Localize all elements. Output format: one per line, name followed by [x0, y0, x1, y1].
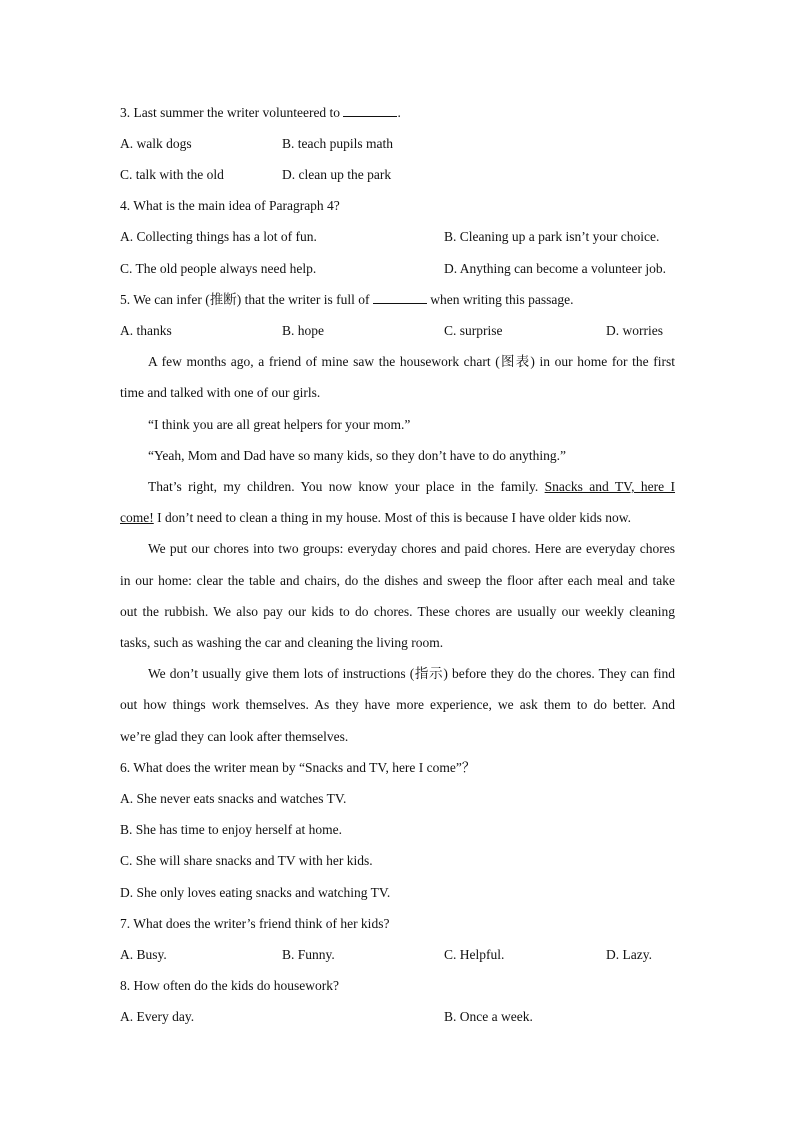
question-8-stem: 8. How often do the kids do housework?	[120, 978, 339, 993]
answer-blank	[343, 104, 397, 117]
option-a: A. Every day.	[120, 1009, 195, 1024]
option-a: A. Busy.	[120, 947, 167, 962]
passage-paragraph-3: “Yeah, Mom and Dad have so many kids, so they don’t have to do anything.”	[148, 448, 566, 463]
passage-paragraph-2: “I think you are all great helpers for your mom.”	[148, 417, 411, 432]
passage-paragraph-5-line-2: in our home: clear the table and chairs, do the dishes and sweep the floor after each meal and take	[120, 573, 675, 588]
question-6-option-a: A. She never eats snacks and watches TV.	[120, 791, 347, 806]
option-d: D. Lazy.	[606, 947, 652, 962]
answer-blank	[373, 291, 427, 304]
question-text-end: .	[397, 105, 401, 120]
question-text: 5. We can infer (推断) that the writer is full of	[120, 292, 370, 307]
passage-paragraph-4-line-2	[120, 509, 675, 527]
option-b: B. Once a week.	[444, 1009, 533, 1024]
option-c: C. The old people always need help.	[120, 261, 317, 276]
option-c: C. surprise	[444, 323, 503, 338]
passage-paragraph-5-line-1: We put our chores into two groups: everyday chores and paid chores. Here are everyday chores	[148, 541, 675, 556]
option-b: B. Cleaning up a park isn’t your choice.	[444, 229, 660, 244]
passage-paragraph-5-line-4: tasks, such as washing the car and cleaning the living room.	[120, 635, 444, 650]
option-c: C. Helpful.	[444, 947, 505, 962]
question-4-stem: 4. What is the main idea of Paragraph 4?	[120, 198, 340, 213]
underlined-phrase: come!	[120, 510, 154, 525]
question-5-stem	[120, 291, 675, 309]
passage-paragraph-1-line-2: time and talked with one of our girls.	[120, 385, 321, 400]
question-text: 3. Last summer the writer volunteered to	[120, 105, 341, 120]
question-6-option-b: B. She has time to enjoy herself at home.	[120, 822, 342, 837]
passage-paragraph-1-line-1: A few months ago, a friend of mine saw the housework chart (图表) in our home for the first	[148, 354, 675, 369]
question-6-option-d: D. She only loves eating snacks and watching TV.	[120, 885, 391, 900]
option-b: B. hope	[282, 323, 324, 338]
passage-paragraph-5-line-3: out the rubbish. We also pay our kids to do chores. These chores are usually our weekly cleaning	[120, 604, 675, 619]
passage-paragraph-4-line-1	[120, 478, 675, 496]
passage-text: I don’t need to clean a thing in my house. Most of this is because I have older kids now.	[153, 510, 632, 525]
passage-text: That’s right, my children. You now know your place in the family.	[148, 479, 539, 494]
question-6-option-c: C. She will share snacks and TV with her kids.	[120, 853, 373, 868]
passage-paragraph-6-line-1: We don’t usually give them lots of instructions (指示) before they do the chores. They can find	[148, 666, 675, 681]
question-7-stem: 7. What does the writer’s friend think of her kids?	[120, 916, 390, 931]
question-3-stem	[120, 104, 675, 122]
option-d: D. worries	[606, 323, 663, 338]
option-a: A. thanks	[120, 323, 172, 338]
option-b: B. Funny.	[282, 947, 335, 962]
question-text-end: when writing this passage.	[430, 292, 574, 307]
option-c: C. talk with the old	[120, 167, 224, 182]
passage-paragraph-6-line-2: out how things work themselves. As they have more experience, we ask them to do better. And	[120, 697, 675, 712]
option-a: A. Collecting things has a lot of fun.	[120, 229, 317, 244]
option-d: D. clean up the park	[282, 167, 392, 182]
passage-paragraph-6-line-3: we’re glad they can look after themselves.	[120, 729, 349, 744]
underlined-phrase: Snacks and TV, here I	[544, 479, 676, 494]
question-6-stem: 6. What does the writer mean by “Snacks and TV, here I come”？	[120, 760, 476, 775]
option-b: B. teach pupils math	[282, 136, 393, 151]
option-a: A. walk dogs	[120, 136, 192, 151]
option-d: D. Anything can become a volunteer job.	[444, 261, 666, 276]
